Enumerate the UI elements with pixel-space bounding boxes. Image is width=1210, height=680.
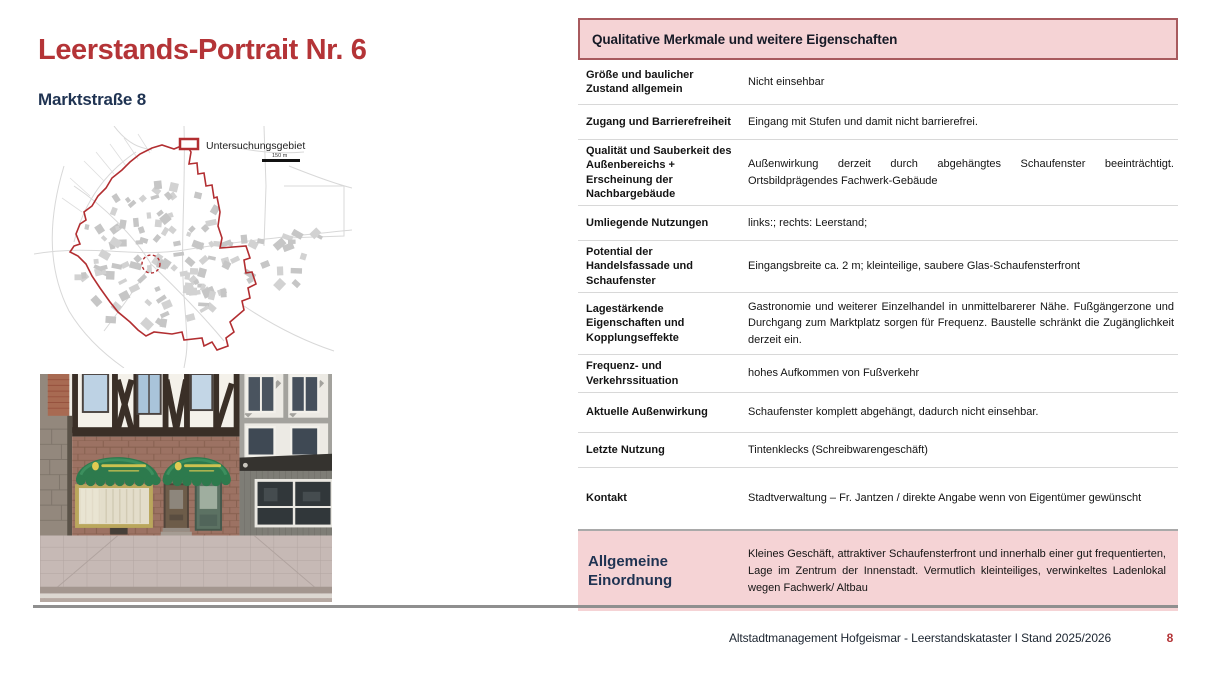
side-door	[196, 480, 221, 529]
row-label: Zugang und Barrierefreiheit	[586, 115, 731, 128]
table-row	[578, 140, 1178, 206]
map-buildings	[74, 180, 323, 330]
row-label: Größe und baulicher Zustand allgemein	[586, 68, 694, 95]
row-value: Gastronomie und weiterer Einzelhandel in unmittelbarerer Nähe. Fußgängerzone und Durchgang zum Marktplatz sorgen für Frequenz. Baustelle schränkt die Zugänglichkeit derzeit ein.	[748, 300, 1174, 346]
table-row	[578, 206, 1178, 241]
city-map	[34, 126, 352, 368]
row-value: Eingang mit Stufen und damit nicht barrierefrei.	[748, 115, 978, 128]
scale-bar	[262, 159, 300, 162]
shop-window	[75, 484, 153, 528]
summary-label: Allgemeine Einordnung	[588, 552, 673, 590]
scale-label: 150 m	[272, 153, 288, 159]
row-value: links:; rechts: Leerstand;	[748, 216, 868, 229]
summary-box	[578, 529, 1178, 611]
row-label: Lagestärkende Eigenschaften und Kopplungseffekte	[586, 303, 685, 344]
row-value: hohes Aufkommen von Fußverkehr	[748, 367, 920, 380]
pavement	[40, 536, 332, 603]
row-label: Aktuelle Außenwirkung	[586, 406, 708, 419]
table-row	[578, 241, 1178, 293]
summary-value: Kleines Geschäft, attraktiver Schaufensterfront und innerhalb einer gut frequentierten, Lage im Zentrum der Innenstadt. Vermutlich kleinteiliges, verwinkeltes Ladenlokal wegen Fachwerk/ Altbau	[748, 547, 1166, 594]
storefront-photo	[40, 374, 332, 602]
address-subtitle: Marktstraße 8	[38, 90, 146, 109]
map-streets	[34, 126, 352, 368]
footer-text: Altstadtmanagement Hofgeismar - Leerstandskataster I Stand 2025/2026	[728, 631, 1112, 645]
page-number: 8	[1166, 631, 1174, 645]
table-header: Qualitative Merkmale und weitere Eigenschaften	[578, 18, 1178, 60]
row-value: Stadtverwaltung – Fr. Jantzen / direkte Angabe wenn von Eigentümer gewünscht	[748, 492, 1142, 505]
left-neighbor-building	[40, 374, 72, 536]
table-rows	[578, 60, 1178, 529]
row-label: Letzte Nutzung	[586, 443, 665, 456]
row-value: Schaufenster komplett abgehängt, dadurch nicht einsehbar.	[748, 406, 1039, 419]
row-label: Qualität und Sauberkeit des Außenbereichs + Erscheinung der Nachbargebäude	[586, 145, 732, 200]
row-label: Umliegende Nutzungen	[586, 217, 709, 230]
table-row	[578, 393, 1178, 433]
legend-swatch	[180, 139, 198, 149]
table-row	[578, 468, 1178, 529]
table-row	[578, 293, 1178, 355]
row-label: Frequenz- und Verkehrssituation	[586, 360, 679, 387]
table-row	[578, 60, 1178, 105]
attributes-panel	[578, 18, 1178, 611]
row-value: Außenwirkung derzeit durch abgehängtes Schaufenster beeinträchtigt. Ortsbildprägendes Fachwerk-Gebäude	[748, 158, 1174, 187]
row-label: Potential der Handelsfassade und Schaufenster	[586, 246, 693, 287]
right-neighbor-building	[240, 374, 332, 536]
table-row	[578, 355, 1178, 393]
page-title: Leerstands-Portrait Nr. 6	[38, 34, 367, 66]
row-value: Nicht einsehbar	[748, 75, 825, 88]
fachwerk-upper-facade	[72, 374, 239, 437]
table-row	[578, 105, 1178, 140]
row-value: Eingangsbreite ca. 2 m; kleinteilige, saubere Glas-Schaufensterfront	[748, 260, 1081, 273]
table-row	[578, 433, 1178, 468]
entrance-door	[161, 484, 192, 535]
row-label: Kontakt	[586, 492, 627, 505]
row-value: Tintenklecks (Schreibwarengeschäft)	[748, 443, 928, 456]
legend-label: Untersuchungsgebiet	[206, 140, 306, 152]
footer-divider	[33, 605, 1178, 608]
